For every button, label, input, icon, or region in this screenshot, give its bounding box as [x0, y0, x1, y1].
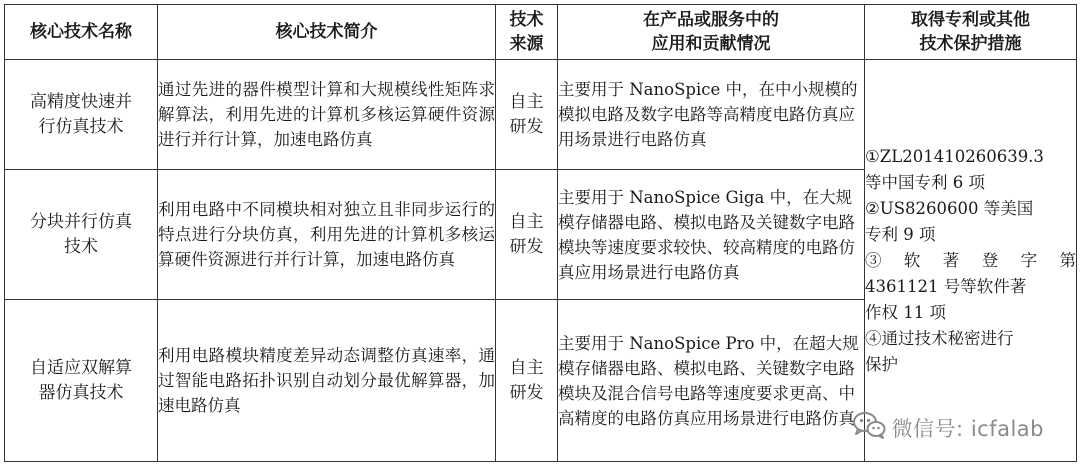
watermark-text: 微信号: icfalab — [891, 416, 1044, 441]
protection-line: ③ 软 著 登 字 第 — [865, 250, 1076, 270]
protection-line: 保护 — [865, 354, 898, 374]
tech-description-cell: 通过先进的器件模型计算和大规模线性矩阵求解算法，利用先进的计算机多核运算硬件资源进行并行计算，加速电路仿真 — [158, 60, 496, 170]
tech-name-cell: 高精度快速并 行仿真技术 — [5, 60, 158, 170]
wechat-icon — [852, 411, 886, 444]
table-row — [5, 60, 1077, 170]
tech-description-cell: 利用电路中不同模块相对独立且非同步运行的特点进行分块仿真，利用先进的计算机多核运算硬件资源进行并行计算，加速电路仿真 — [158, 170, 496, 300]
protection-cell — [865, 60, 1077, 462]
table-header-row — [5, 5, 1077, 60]
protection-line: 4361121 号等软件著 — [865, 276, 1027, 296]
tech-name-cell: 分块并行仿真 技术 — [5, 170, 158, 300]
application-cell: 主要用于 NanoSpice 中，在中小规模的模拟电路及数字电路等高精度电路仿真应用场景进行电路仿真 — [558, 60, 865, 170]
header-tech-description: 核心技术简介 — [158, 5, 496, 60]
header-application: 在产品或服务中的 应用和贡献情况 — [558, 5, 865, 60]
tech-name-cell: 自适应双解算 器仿真技术 — [5, 300, 158, 462]
header-protection: 取得专利或其他 技术保护措施 — [865, 5, 1077, 60]
tech-source-cell: 自主 研发 — [496, 300, 558, 462]
protection-line: 作权 11 项 — [865, 302, 946, 322]
header-tech-source: 技术 来源 — [496, 5, 558, 60]
core-technology-table — [4, 4, 1077, 462]
header-tech-name: 核心技术名称 — [5, 5, 158, 60]
wechat-watermark — [852, 411, 1044, 444]
tech-source-cell: 自主 研发 — [496, 60, 558, 170]
protection-line: ②US8260600 等美国 — [865, 198, 1034, 218]
protection-line: 等中国专利 6 项 — [865, 172, 985, 192]
application-cell: 主要用于 NanoSpice Pro 中，在超大规模存储器电路、模拟电路、关键数字电路模块及混合信号电路等速度要求更高、中高精度的电路仿真应用场景进行电路仿真 — [558, 300, 865, 462]
protection-line: ①ZL201410260639.3 — [865, 146, 1044, 166]
tech-source-cell: 自主 研发 — [496, 170, 558, 300]
protection-line: ④通过技术秘密进行 — [865, 328, 1014, 348]
application-cell: 主要用于 NanoSpice Giga 中，在大规模存储器电路、模拟电路及关键数字电路模块等速度要求较快、较高精度的电路仿真应用场景进行电路仿真 — [558, 170, 865, 300]
tech-description-cell: 利用电路模块精度差异动态调整仿真速率，通过智能电路拓扑识别自动划分最优解算器，加速电路仿真 — [158, 300, 496, 462]
protection-line: 专利 9 项 — [865, 224, 936, 244]
